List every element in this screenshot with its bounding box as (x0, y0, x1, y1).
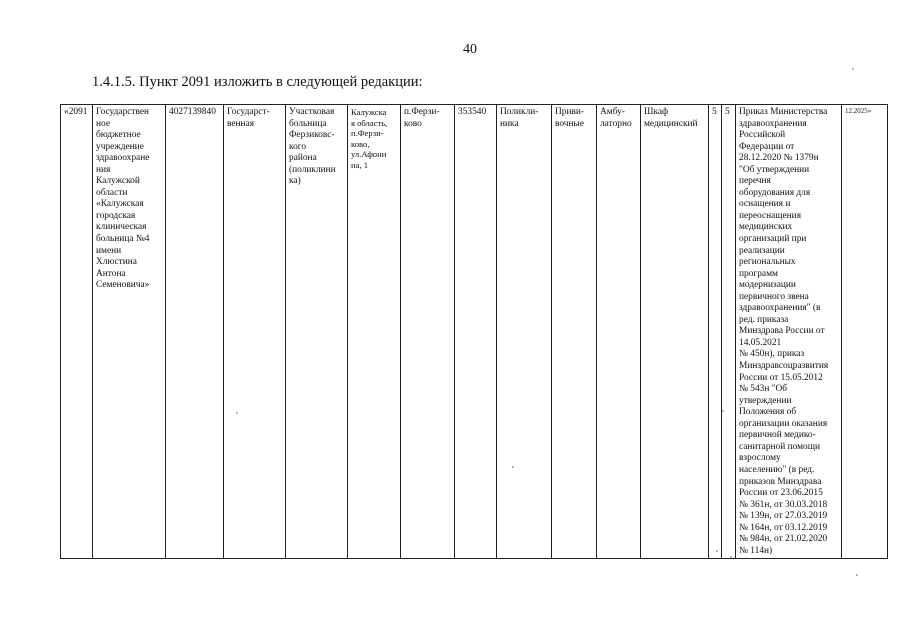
cell-text-line: Минздравсоцразвития (739, 361, 829, 372)
quantity-total: 5 (725, 107, 730, 117)
cell-text-line: Калужска (351, 107, 387, 117)
quantity-required: 5 (712, 107, 717, 117)
address-cell (348, 105, 401, 559)
cell-text-line: Российской (739, 130, 786, 141)
scan-speck (716, 550, 718, 552)
cell-text-line: я область, (351, 117, 388, 128)
unit-cell (552, 105, 597, 559)
cell-text-line: п.Ферзи- (351, 128, 384, 139)
cell-text-line: ул.Афони (351, 149, 387, 160)
cell-text-line: оборудования для (739, 187, 811, 198)
cell-text-line: региональных (739, 257, 796, 268)
cell-text-line: первичного звена (739, 291, 809, 302)
cell-text-line: № 361н, от 30.03.2018 (739, 499, 828, 510)
cell-text-line: № 984н, от 21.02.2020 (739, 534, 828, 545)
cell-text-line: России от 23.06.2015 (739, 488, 823, 499)
cell-text-line: № 139н, от 27.03.2019 (739, 511, 828, 522)
cell-text-line: № 164н, от 03.12.2019 (739, 522, 828, 533)
cell-text-line: имени (96, 245, 122, 256)
cell-text-line: взрослому (739, 453, 781, 464)
cell-text-line: модернизации (739, 280, 796, 291)
cell-text-line: Положения об (739, 407, 797, 418)
locality-cell (401, 105, 455, 559)
cell-text-line: ред. приказа (739, 314, 789, 325)
cell-text-line: (поликлини (289, 164, 336, 175)
cell-text-line: организаций при (739, 234, 807, 245)
scan-speck (852, 68, 854, 70)
cell-text-line: учреждение (96, 141, 144, 152)
cell-text-line: санитарной помощи (739, 441, 820, 452)
cell-text-line: перечня (739, 176, 771, 187)
department-type-cell (497, 105, 552, 559)
cell-text-line: области (96, 187, 128, 198)
cell-text-line: на, 1 (351, 159, 369, 170)
scan-speck (722, 410, 724, 412)
cell-text-line: утверждении (739, 395, 792, 406)
cell-text-line: вочные (555, 118, 584, 129)
row-number-cell (61, 105, 93, 559)
cell-text-line: ное (96, 118, 110, 129)
cell-text-line: переоснащения (739, 210, 802, 221)
cell-text-line: клиническая (96, 222, 147, 233)
section-heading: 1.4.1.5. Пункт 2091 изложить в следующей редакции: (92, 74, 423, 90)
equipment-cell (641, 105, 709, 559)
cell-text-line: 14.05.2021 (739, 337, 782, 348)
quantity-total-cell (722, 105, 736, 559)
amendment-table (60, 104, 888, 559)
scan-speck (236, 412, 238, 414)
scan-speck (730, 556, 732, 558)
ownership-cell (224, 105, 286, 559)
cell-text-line: ка) (289, 176, 301, 187)
cell-text-line: п.Ферзи- (404, 107, 440, 117)
cell-text-line: здравоохранения (739, 118, 807, 129)
deadline-value: 12.2025» (845, 107, 872, 115)
inn-value: 4027139840 (169, 107, 216, 117)
cell-text-line: Государствен (96, 107, 150, 117)
cell-text-line: латорно (600, 118, 632, 129)
table-row (61, 105, 888, 559)
cell-text-line: Минздрава России от (739, 326, 825, 337)
cell-text-line: Поликли- (500, 107, 539, 117)
scan-speck (512, 466, 514, 468)
cell-text-line: реализации (739, 245, 785, 256)
cell-text-line: здравоохране (96, 153, 150, 164)
care-type-cell (597, 105, 641, 559)
cell-text-line: Приказ Министерства (739, 107, 828, 117)
cell-text-line: "Об утверждении (739, 164, 810, 175)
page-number: 40 (463, 42, 477, 57)
inn-cell (166, 105, 224, 559)
cell-text-line: оснащения и (739, 199, 791, 210)
cell-text-line: ково (404, 118, 422, 129)
cell-text-line: Ферзиковс- (289, 130, 335, 141)
cell-text-line: Калужской (96, 176, 140, 187)
cell-text-line: городская (96, 210, 136, 221)
cell-text-line: медицинский (644, 118, 698, 129)
cell-text-line: «Калужская (96, 199, 144, 210)
postcode-value: 353540 (458, 107, 487, 117)
cell-text-line: Семеновича» (96, 280, 150, 291)
cell-text-line: приказов Минздрава (739, 476, 822, 487)
cell-text-line: № 114н) (739, 545, 773, 556)
row-number: «2091 (64, 107, 88, 117)
cell-text-line: России от 15.05.2012 (739, 372, 823, 383)
cell-text-line: больница №4 (96, 234, 150, 245)
cell-text-line: медицинских (739, 222, 793, 233)
cell-text-line: Участковая (289, 107, 335, 117)
cell-text-line: населению" (в ред. (739, 464, 815, 475)
legal-basis-cell (736, 105, 842, 559)
cell-text-line: венная (227, 118, 255, 129)
cell-text-line: ково, (351, 138, 370, 149)
cell-text-line: организации оказания (739, 418, 828, 429)
cell-text-line: бюджетное (96, 130, 141, 141)
cell-text-line: 28.12.2020 № 1379н (739, 153, 819, 164)
organization-cell (93, 105, 166, 559)
deadline-cell (842, 105, 888, 559)
cell-text-line: Хлюстина (96, 257, 137, 268)
cell-text-line: ника (500, 118, 519, 129)
cell-text-line: Антона (96, 268, 126, 279)
cell-text-line: программ (739, 268, 778, 279)
quantity-required-cell (709, 105, 722, 559)
cell-text-line: № 543н "Об (739, 384, 788, 395)
cell-text-line: здравоохранения" (в (739, 303, 821, 314)
cell-text-line: Амбу- (600, 107, 625, 117)
postcode-cell (455, 105, 497, 559)
cell-text-line: первичной медико- (739, 430, 816, 441)
cell-text-line: Государст- (227, 107, 270, 117)
cell-text-line: ния (96, 164, 111, 175)
cell-text-line: района (289, 153, 317, 164)
cell-text-line: Шкаф (644, 107, 669, 117)
cell-text-line: Федерации от (739, 141, 795, 152)
cell-text-line: № 450н), приказ (739, 349, 805, 360)
scan-speck (856, 574, 858, 576)
subdivision-cell (286, 105, 348, 559)
cell-text-line: Приви- (555, 107, 585, 117)
cell-text-line: больница (289, 118, 327, 129)
cell-text-line: кого (289, 141, 307, 152)
